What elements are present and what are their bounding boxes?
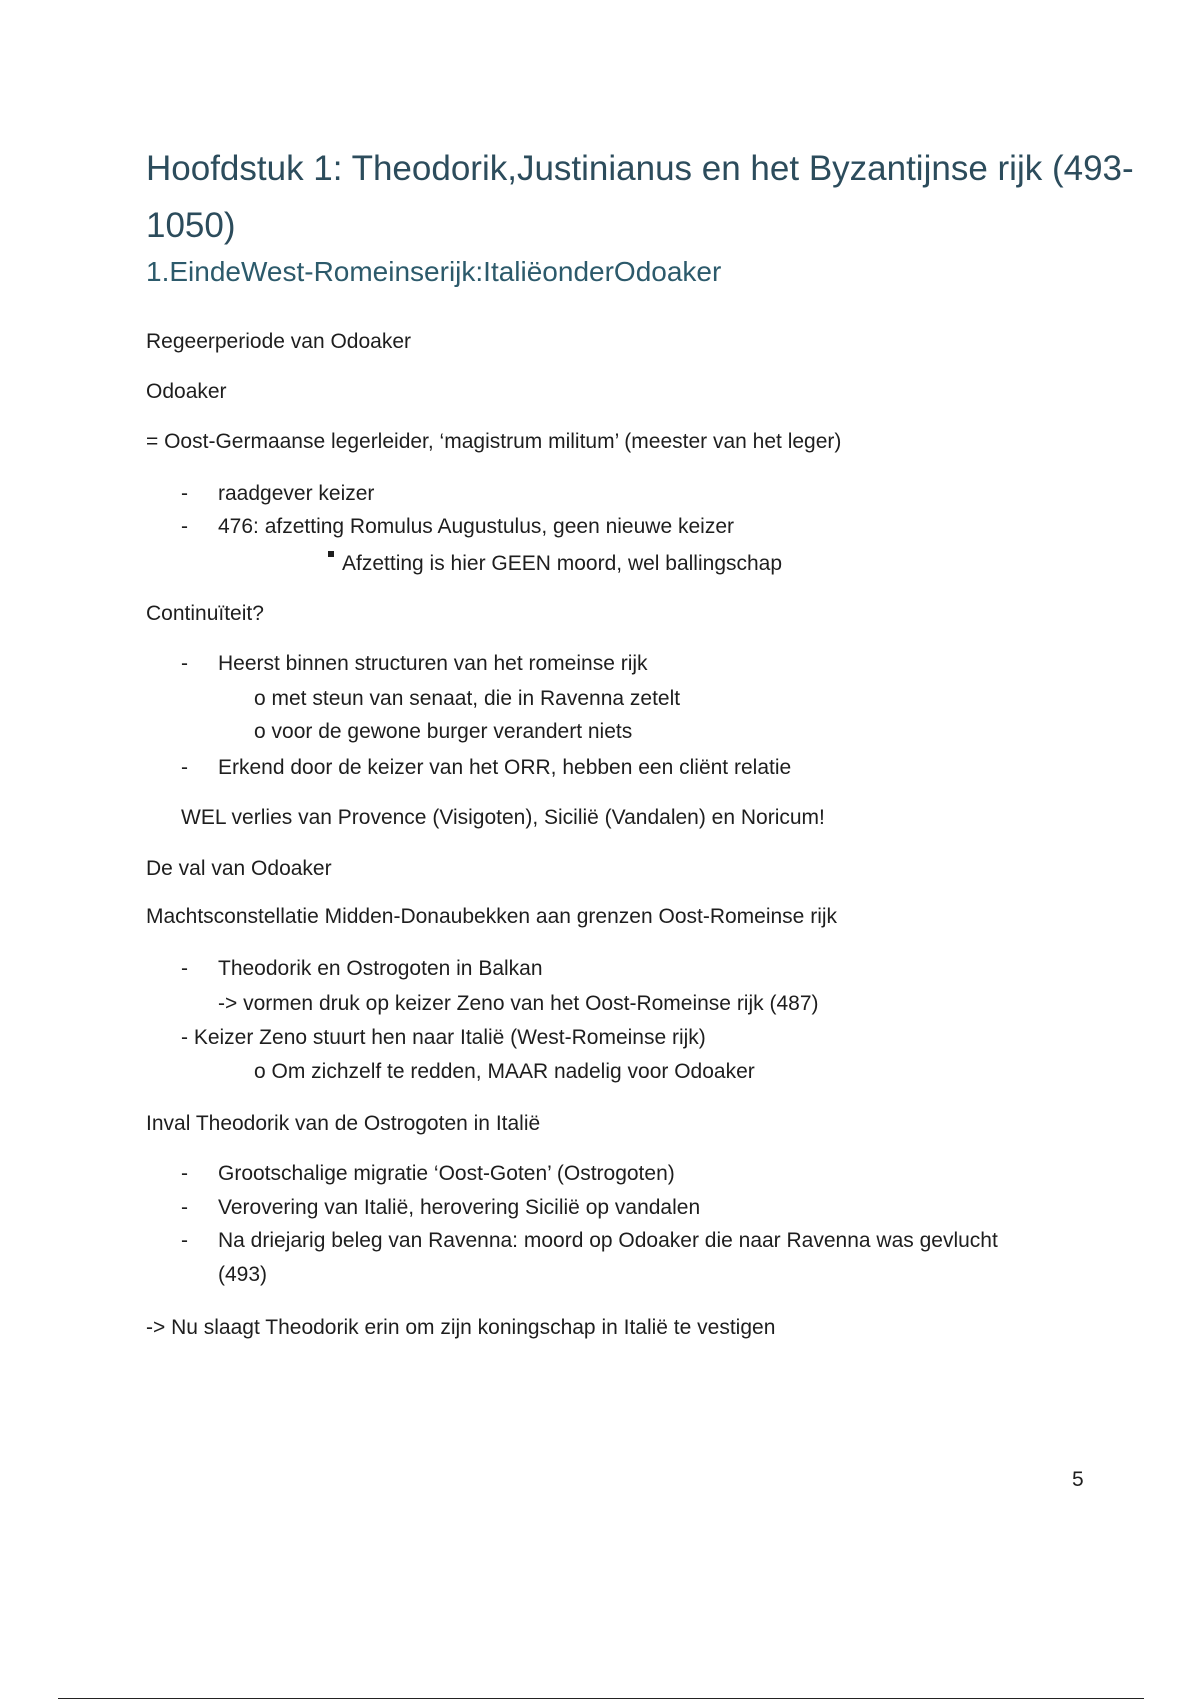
list-dash: - [181,515,188,538]
list-item: Erkend door de keizer van het ORR, hebben een cliënt relatie [218,756,792,779]
list-dash: - [181,482,188,505]
list-item-continuation: (493) [218,1263,268,1286]
section-subtitle: 1.EindeWest-Romeinserijk:ItaliëonderOdoaker [146,256,722,287]
heading-val-odoaker: De val van Odoaker [146,857,332,880]
sub-list-item: Afzetting is hier GEEN moord, wel ballingschap [342,552,783,575]
list-item: Na driejarig beleg van Ravenna: moord op Odoaker die naar Ravenna was gevlucht [218,1229,998,1252]
square-bullet-icon [328,551,334,557]
conclusion-arrow: -> Nu slaagt Theodorik erin om zijn koningschap in Italië te vestigen [146,1316,776,1339]
list-dash: - [181,756,188,779]
chapter-title: Hoofdstuk 1: Theodorik,Justinianus en het Byzantijnse rijk (493-1050) [146,149,1134,245]
list-dash: - [181,652,188,675]
sub-list-item: o Om zichzelf te redden, MAAR nadelig voor Odoaker [254,1060,755,1083]
heading-regeerperiode: Regeerperiode van Odoaker [146,330,412,353]
fall-context: Machtsconstellatie Midden-Donaubekken aan grenzen Oost-Romeinse rijk [146,905,838,928]
list-dash: - [181,957,188,980]
list-dash: - [181,1196,188,1219]
heading-inval-theodorik: Inval Theodorik van de Ostrogoten in Italië [146,1112,541,1135]
heading-continuiteit: Continuïteit? [146,602,264,625]
page-number: 5 [1072,1468,1084,1491]
sub-list-item: o voor de gewone burger verandert niets [254,720,633,743]
list-item: Heerst binnen structuren van het romeinse rijk [218,652,648,675]
list-item: Theodorik en Ostrogoten in Balkan [218,957,543,980]
list-item: Grootschalige migratie ‘Oost-Goten’ (Ostrogoten) [218,1162,675,1185]
list-item: Verovering van Italië, herovering Sicilië op vandalen [218,1196,701,1219]
list-item: raadgever keizer [218,482,375,505]
odoaker-definition: = Oost-Germaanse legerleider, ‘magistrum militum’ (meester van het leger) [146,430,842,453]
list-item: 476: afzetting Romulus Augustulus, geen nieuwe keizer [218,515,734,538]
list-dash: - [181,1162,188,1185]
list-dash: - [181,1229,188,1252]
continuity-note: WEL verlies van Provence (Visigoten), Sicilië (Vandalen) en Noricum! [181,806,825,829]
term-odoaker: Odoaker [146,380,227,403]
sub-list-item: o met steun van senaat, die in Ravenna zetelt [254,687,681,710]
list-item: - Keizer Zeno stuurt hen naar Italië (West-Romeinse rijk) [181,1026,706,1049]
arrow-note: -> vormen druk op keizer Zeno van het Oost-Romeinse rijk (487) [218,992,819,1015]
footer-divider [58,1698,1144,1699]
